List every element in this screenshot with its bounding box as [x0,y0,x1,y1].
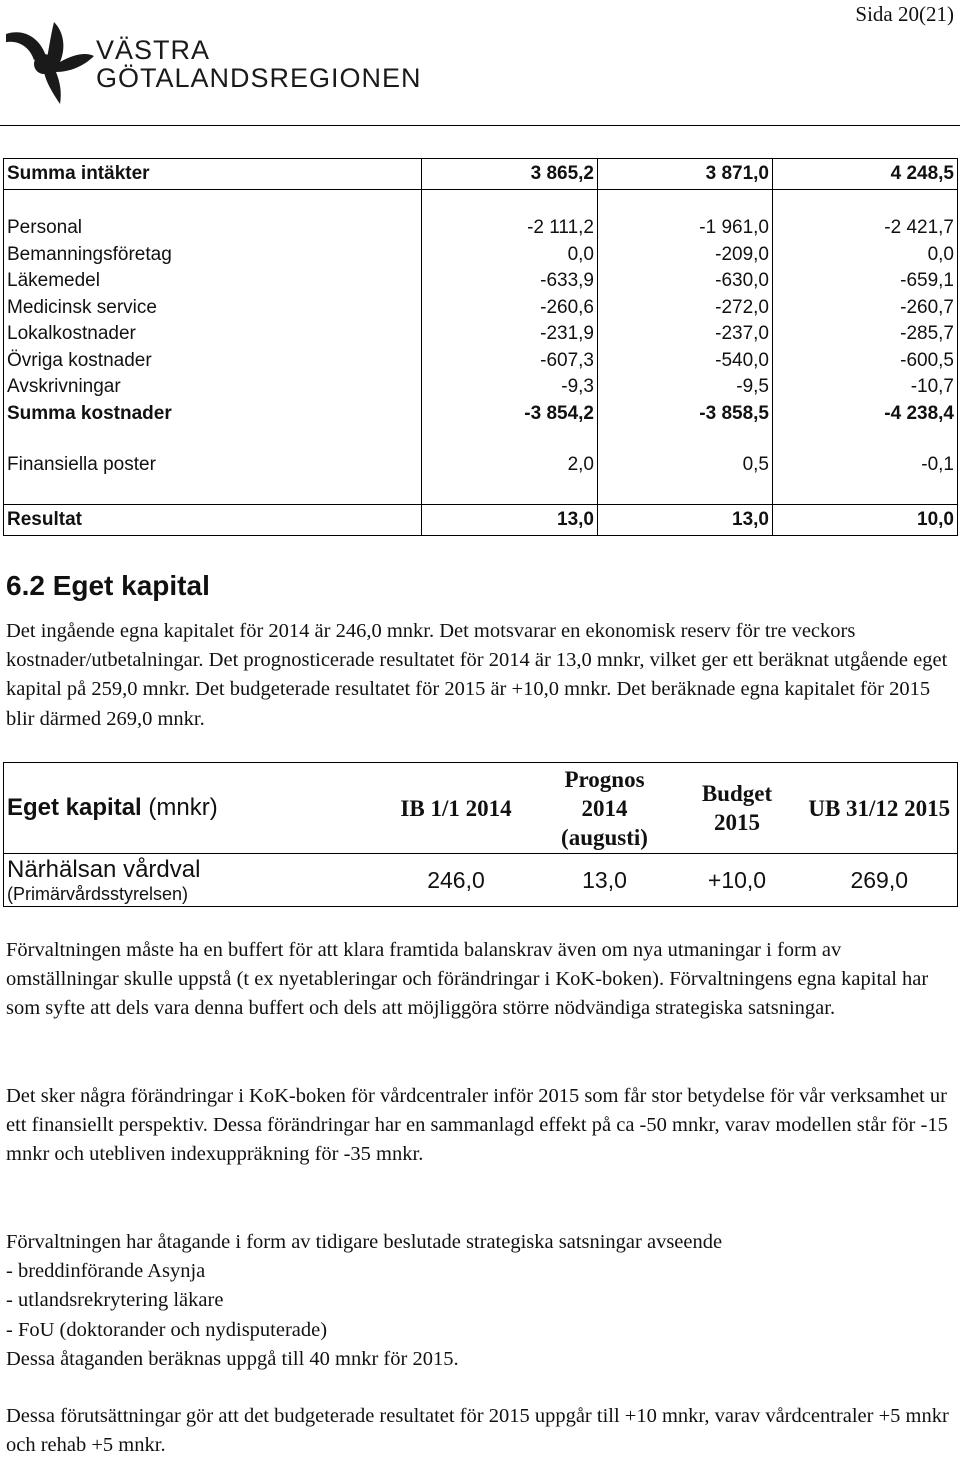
cell-value: 3 865,2 [422,159,598,190]
header-budget [673,763,802,854]
table-row-total-income [4,159,958,190]
cell-value: -1 961,0 [598,215,773,242]
paragraph-commitments [6,1228,956,1374]
row-label: Summa kostnader [4,401,422,428]
cell-value: -9,5 [598,374,773,401]
cell-value: -2 421,7 [773,215,958,242]
table-row-result [4,504,958,535]
table-row [4,854,958,907]
cell-value: -0,1 [773,452,958,479]
row-label: Finansiella poster [4,452,422,479]
row-label-sub: (Primärvårdsstyrelsen) [7,883,189,904]
equity-title-bold: Eget kapital [7,794,142,821]
table-row [4,242,958,269]
table-row [4,321,958,348]
cell-value: -630,0 [598,268,773,295]
logo-mark-icon [4,20,96,106]
cell-value: 3 871,0 [598,159,773,190]
cell-value: 269,0 [850,866,909,893]
cell-value: 13,0 [598,504,773,535]
header-ib: IB 1/1 2014 [376,763,537,854]
page-number: Sida 20(21) [855,2,954,26]
paragraph-conclusion: Dessa förutsättningar gör att det budgeterade resultatet för 2015 uppgår till +10 mnkr, varav vårdcentraler +5 mnkr och rehab +5 mnkr. [6,1405,949,1457]
cell-value: 0,5 [598,452,773,479]
table-row-total-costs [4,401,958,428]
cell-value: 246,0 [427,866,485,893]
equity-title-unit: (mnkr) [141,794,218,821]
cell-value: -209,0 [598,242,773,269]
cell-value: -600,5 [773,348,958,375]
cell-value: 10,0 [773,504,958,535]
logo-line-1: VÄSTRA [96,35,211,65]
commitments-outro: Dessa åtaganden beräknas uppgå till 40 mnkr för 2015. [6,1347,459,1370]
commitments-intro: Förvaltningen har åtagande i form av tidigare beslutade strategiska satsningar avseende [6,1231,723,1253]
header-prognos [537,763,673,854]
row-label: Bemanningsföretag [4,242,422,269]
cell-value: -9,3 [422,374,598,401]
list-item: - utlandsrekrytering läkare [6,1289,224,1312]
table-row [4,374,958,401]
cell-value: -633,9 [422,268,598,295]
cell-value: -237,0 [598,321,773,348]
header-prognos-line: 2014 [581,795,628,821]
cell-value: -3 858,5 [598,401,773,428]
row-label: Personal [4,215,422,242]
income-statement-table [3,158,958,536]
table-row [4,268,958,295]
paragraph-buffer: Förvaltningen måste ha en buffert för att klara framtida balanskrav även om nya utmaningar i form av omställningar skulle uppstå (t ex nyetableringar och förändringar i KoK-boken). Förvaltningens egna kapital har som syfte att dels vara denna buffert och dels att möjliggöra större nödvändiga strategiska satsningar. [6,939,929,1020]
row-label: Resultat [4,504,422,535]
cell-value: -4 238,4 [773,401,958,428]
cell-value: -231,9 [422,321,598,348]
header-budget-line: 2015 [714,810,760,835]
cell-value: -659,1 [773,268,958,295]
table-row [4,215,958,242]
cell-value: -2 111,2 [422,215,598,242]
cell-value: -285,7 [773,321,958,348]
equity-table-header [4,763,958,854]
list-item: - breddinförande Asynja [6,1260,206,1283]
cell-value: -260,6 [422,295,598,322]
list-item: - FoU (doktorander och nydisputerade) [6,1318,328,1341]
cell-value: 2,0 [422,452,598,479]
row-label: Läkemedel [4,268,422,295]
cell-value: -260,7 [773,295,958,322]
row-label: Lokalkostnader [4,321,422,348]
cell-value: -540,0 [598,348,773,375]
logo-line-2: GÖTALANDSREGIONEN [96,63,422,93]
vgr-logo [4,20,422,106]
header-budget-line: Budget [701,781,773,806]
header-divider [0,125,960,126]
cell-value: 0,0 [773,242,958,269]
header-prognos-line: Prognos [564,766,645,792]
equity-table [3,762,958,907]
row-label [4,854,376,907]
cell-value: 4 248,5 [773,159,958,190]
paragraph-equity-intro: Det ingående egna kapitalet för 2014 är 246,0 mnkr. Det motsvarar en ekonomisk reserv för tre veckors kostnader/utbetalningar. Det prognosticerade resultatet för 2014 är 13,0 mnkr, vilket ger ett beräknat utgående eget kapital på 259,0 mnkr. Det budgeterade resultatet för 2015 är +10,0 mnkr. Det beräknade egna kapitalet för 2015 blir därmed 269,0 mnkr. [6,620,948,730]
cell-value: -3 854,2 [422,401,598,428]
header-ub: UB 31/12 2015 [802,763,958,854]
cell-value: -272,0 [598,295,773,322]
row-label: Avskrivningar [4,374,422,401]
paragraph-kok-changes: Det sker några förändringar i KoK-boken för vårdcentraler inför 2015 som får stor betydelse för vår verksamhet ur ett finansiellt perspektiv. Dessa förändringar har en sammanlagd effekt på ca -50 mnkr, varav modellen står för -15 mnkr och utebliven indexuppräkning för -35 mnkr. [6,1085,948,1166]
table-row [4,295,958,322]
row-label: Övriga kostnader [4,348,422,375]
equity-table-title [4,763,376,854]
table-row [4,348,958,375]
cell-value: 13,0 [582,866,627,893]
cell-value: 0,0 [422,242,598,269]
cell-value: 13,0 [422,504,598,535]
row-label: Medicinsk service [4,295,422,322]
header-prognos-line: (augusti) [561,824,648,850]
table-row-financial [4,452,958,479]
section-heading: 6.2 Eget kapital [6,570,210,601]
row-label-main: Närhälsan vårdval [7,855,201,883]
cell-value: +10,0 [707,866,767,893]
cell-value: -10,7 [773,374,958,401]
cell-value: -607,3 [422,348,598,375]
row-label: Summa intäkter [4,159,422,190]
